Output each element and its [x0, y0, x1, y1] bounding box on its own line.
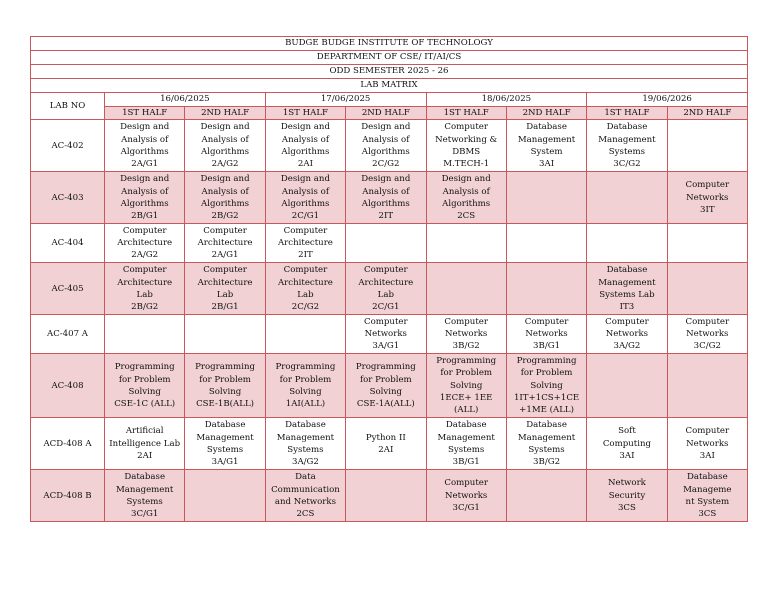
schedule-cell-line: Artificial — [125, 426, 164, 437]
schedule-cell-line: 2A/G2 — [211, 158, 239, 169]
schedule-cell — [185, 354, 265, 418]
lab-number-cell: ACD-408 A — [31, 418, 105, 470]
schedule-cell-line: 3A/G1 — [372, 341, 400, 352]
schedule-cell-line: Systems Lab — [599, 289, 655, 300]
schedule-cell-line: Design and — [200, 174, 250, 185]
schedule-cell-line: Management — [598, 277, 656, 288]
schedule-cell-line: 2B/G2 — [131, 301, 159, 312]
schedule-cell — [105, 172, 185, 224]
schedule-cell-line: Solving — [289, 386, 322, 397]
table-row — [31, 120, 748, 172]
schedule-cell-line: IT3 — [619, 301, 635, 312]
date-header: 18/06/2025 — [426, 93, 587, 107]
schedule-cell-line: Networks — [605, 329, 649, 340]
schedule-cell — [506, 418, 586, 470]
schedule-cell-line: Programming — [195, 362, 255, 373]
schedule-cell-line: Management — [598, 134, 656, 145]
schedule-cell-line: for Problem — [440, 368, 493, 379]
schedule-cell-line: CSE-1A(ALL) — [356, 398, 415, 409]
table-row — [31, 315, 748, 354]
schedule-cell — [105, 418, 185, 470]
schedule-cell — [667, 418, 747, 470]
schedule-cell-line: Architecture — [197, 277, 253, 288]
schedule-cell-line: 3B/G1 — [533, 341, 561, 352]
schedule-cell-line: 2A/G1 — [131, 158, 159, 169]
schedule-cell-line: Management — [276, 432, 335, 443]
schedule-cell-line: Lab — [216, 289, 234, 300]
table-row — [31, 418, 748, 470]
schedule-cell-line: 3A/G2 — [291, 456, 319, 467]
schedule-cell — [506, 263, 586, 315]
lab-number-cell: AC-407 A — [31, 315, 105, 354]
schedule-cell-line: Computer — [524, 316, 569, 327]
schedule-cell-line: Management — [517, 432, 576, 443]
schedule-cell-line: Analysis of — [442, 186, 490, 197]
schedule-cell-line: Algorithms — [442, 198, 491, 209]
schedule-cell — [426, 470, 506, 522]
lab-number-cell: AC-408 — [31, 354, 105, 418]
schedule-cell-line: Analysis of — [201, 134, 249, 145]
schedule-cell — [185, 224, 265, 263]
schedule-cell-line: 3AI — [619, 450, 635, 461]
schedule-cell-line: Database — [686, 472, 728, 483]
schedule-cell — [185, 172, 265, 224]
schedule-cell — [346, 315, 426, 354]
schedule-cell-line: 3CS — [698, 508, 717, 519]
schedule-cell-line: Computer — [685, 426, 730, 437]
schedule-cell — [185, 315, 265, 354]
schedule-cell-line: Database — [526, 122, 567, 133]
schedule-cell-line: Systems — [126, 496, 163, 507]
schedule-cell-line: 3C/G2 — [693, 341, 721, 352]
schedule-cell — [346, 224, 426, 263]
table-row — [31, 172, 748, 224]
schedule-cell-line: Lab — [136, 289, 153, 300]
schedule-cell — [265, 354, 345, 418]
schedule-cell-line: Algorithms — [281, 146, 330, 157]
half-header: 2ND HALF — [346, 107, 426, 120]
schedule-cell-line: Computer — [364, 265, 408, 276]
schedule-cell — [265, 172, 345, 224]
schedule-cell-line: Computer — [122, 225, 167, 236]
schedule-cell — [346, 172, 426, 224]
schedule-cell-line: Solving — [208, 386, 242, 397]
schedule-cell-line: Architecture — [277, 238, 333, 249]
schedule-cell-line: DBMS — [452, 146, 481, 157]
schedule-cell-line: Solving — [369, 386, 403, 397]
schedule-cell — [105, 470, 185, 522]
schedule-cell-line: Systems — [448, 444, 485, 455]
half-header: 2ND HALF — [667, 107, 747, 120]
schedule-cell-line: 3C/G2 — [613, 158, 641, 169]
schedule-cell — [105, 224, 185, 263]
schedule-cell-line: 3AI — [699, 450, 715, 461]
schedule-cell — [426, 224, 506, 263]
schedule-cell-line: Computer — [444, 478, 488, 489]
matrix-body — [31, 120, 748, 522]
half-header: 1ST HALF — [426, 107, 506, 120]
schedule-cell-line: Computer — [444, 122, 488, 133]
schedule-cell-line: 3C/G1 — [452, 502, 480, 513]
schedule-cell-line: Algorithms — [201, 146, 250, 157]
schedule-cell-line: Algorithms — [120, 146, 169, 157]
half-header: 1ST HALF — [105, 107, 185, 120]
schedule-cell-line: for Problem — [520, 368, 573, 379]
schedule-cell — [667, 224, 747, 263]
schedule-cell — [265, 263, 345, 315]
table-row — [31, 263, 748, 315]
schedule-cell-line: 3B/G2 — [452, 341, 480, 352]
half-header: 2ND HALF — [185, 107, 265, 120]
schedule-cell-line: Design and — [120, 174, 170, 185]
schedule-cell — [667, 263, 747, 315]
schedule-cell — [587, 263, 667, 315]
schedule-cell — [587, 354, 667, 418]
schedule-cell-line: Networks — [686, 438, 729, 449]
schedule-cell-line: 1IT+1CS+1CE — [513, 392, 580, 403]
schedule-cell-line: Computer — [444, 316, 488, 327]
lab-number-cell: ACD-408 B — [31, 470, 105, 522]
schedule-cell-line: 2A/G1 — [211, 250, 239, 261]
schedule-cell-line: 3CS — [617, 502, 636, 513]
schedule-cell-line: Analysis of — [121, 134, 169, 145]
schedule-cell-line: Computer — [122, 265, 167, 276]
schedule-cell-line: Programming — [355, 362, 416, 373]
document-title: LAB MATRIX — [31, 79, 748, 93]
schedule-cell-line: 2IT — [298, 250, 313, 261]
schedule-cell-line: 2B/G2 — [211, 210, 239, 221]
schedule-cell-line: Computer — [364, 316, 408, 327]
schedule-cell-line: 2C/G1 — [291, 210, 320, 221]
schedule-cell-line: 2C/G2 — [291, 301, 320, 312]
date-header: 19/06/2026 — [587, 93, 748, 107]
schedule-cell — [265, 224, 345, 263]
schedule-cell — [185, 120, 265, 172]
schedule-cell-line: 2AI — [137, 450, 153, 461]
schedule-cell — [346, 354, 426, 418]
schedule-cell — [426, 418, 506, 470]
schedule-cell — [667, 315, 747, 354]
schedule-cell-line: 3AI — [539, 158, 555, 169]
schedule-cell — [587, 224, 667, 263]
schedule-cell-line: Architecture — [358, 277, 414, 288]
schedule-cell-line: Computer — [203, 225, 247, 236]
schedule-cell-line: System — [530, 146, 563, 157]
schedule-cell-line: for Problem — [279, 374, 332, 385]
schedule-cell-line: Management — [517, 134, 576, 145]
schedule-cell-line: 1ECE+ 1EE — [439, 392, 493, 403]
schedule-cell — [506, 224, 586, 263]
schedule-cell — [426, 172, 506, 224]
schedule-cell-line: for Problem — [359, 374, 412, 385]
schedule-cell-line: 1AI(ALL) — [285, 398, 326, 409]
schedule-cell — [587, 470, 667, 522]
table-row — [31, 224, 748, 263]
date-header: 16/06/2025 — [105, 93, 266, 107]
schedule-cell-line: Python II — [365, 432, 406, 443]
department-name: DEPARTMENT OF CSE/ IT/AI/CS — [31, 51, 748, 65]
schedule-cell-line: Solving — [530, 380, 563, 391]
schedule-cell-line: for Problem — [199, 374, 251, 385]
lab-number-cell: AC-403 — [31, 172, 105, 224]
lab-number-cell: AC-405 — [31, 263, 105, 315]
schedule-cell-line: Systems — [528, 444, 565, 455]
schedule-cell-line: Algorithms — [281, 198, 330, 209]
schedule-cell — [426, 120, 506, 172]
schedule-cell-line: 2CS — [457, 210, 476, 221]
schedule-cell-line: Programming — [516, 356, 577, 367]
schedule-cell-line: Database — [124, 472, 166, 483]
lab-number-cell: AC-402 — [31, 120, 105, 172]
schedule-cell — [105, 263, 185, 315]
half-header: 2ND HALF — [506, 107, 586, 120]
schedule-cell-line: CSE-1C (ALL) — [114, 398, 176, 409]
schedule-cell-line: Data — [295, 472, 316, 483]
schedule-cell-line: Intelligence Lab — [109, 438, 181, 449]
schedule-cell-line: Database — [445, 420, 487, 431]
schedule-cell-line: Networks — [525, 329, 568, 340]
schedule-cell-line: Networks — [364, 329, 407, 340]
schedule-cell-line: 3B/G1 — [452, 456, 480, 467]
schedule-cell-line: Design and — [441, 174, 491, 185]
schedule-cell-line: 2AI — [297, 158, 313, 169]
schedule-cell-line: 3A/G1 — [211, 456, 239, 467]
schedule-cell-line: Computer — [283, 265, 328, 276]
schedule-cell-line: 2C/G2 — [372, 158, 400, 169]
schedule-cell-line: Database — [526, 420, 567, 431]
half-header: 1ST HALF — [587, 107, 667, 120]
schedule-cell-line: Networks — [445, 490, 488, 501]
schedule-cell-line: Architecture — [117, 238, 173, 249]
schedule-cell-line: Manageme — [683, 484, 732, 495]
schedule-cell-line: Computer — [685, 180, 730, 191]
half-header: 1ST HALF — [265, 107, 345, 120]
schedule-cell-line: Networks — [445, 329, 488, 340]
schedule-cell — [667, 470, 747, 522]
schedule-cell-line: 2IT — [378, 210, 394, 221]
schedule-cell-line: Lab — [297, 289, 314, 300]
lab-no-header: LAB NO — [31, 93, 105, 120]
schedule-cell-line: Database — [204, 420, 246, 431]
semester-label: ODD SEMESTER 2025 - 26 — [31, 65, 748, 79]
schedule-cell-line: Architecture — [197, 238, 253, 249]
schedule-cell-line: Computer — [283, 225, 328, 236]
schedule-cell-line: Networks — [686, 192, 729, 203]
schedule-cell-line: Design and — [280, 122, 330, 133]
schedule-cell — [346, 120, 426, 172]
schedule-cell-line: Analysis of — [281, 134, 329, 145]
schedule-cell-line: Database — [285, 420, 326, 431]
schedule-cell-line: 3C/G1 — [131, 508, 159, 519]
schedule-cell-line: Design and — [361, 174, 411, 185]
schedule-cell-line: Security — [608, 490, 646, 501]
schedule-cell-line: Programming — [436, 356, 497, 367]
schedule-cell-line: Computer — [685, 316, 730, 327]
schedule-cell — [346, 470, 426, 522]
schedule-cell — [587, 315, 667, 354]
schedule-cell — [346, 263, 426, 315]
schedule-cell-line: 3IT — [700, 204, 715, 215]
schedule-cell — [265, 120, 345, 172]
schedule-cell-line: Communication — [271, 484, 340, 495]
schedule-cell-line: Analysis of — [362, 186, 410, 197]
schedule-cell — [426, 354, 506, 418]
schedule-cell — [667, 120, 747, 172]
schedule-cell-line: M.TECH-1 — [443, 158, 490, 169]
schedule-cell-line: Algorithms — [201, 198, 250, 209]
schedule-cell-line: Network — [607, 478, 646, 489]
schedule-cell — [667, 354, 747, 418]
schedule-cell-line: Algorithms — [361, 146, 410, 157]
schedule-cell-line: nt System — [685, 496, 730, 507]
schedule-cell-line: Architecture — [277, 277, 333, 288]
schedule-cell-line: Programming — [114, 362, 175, 373]
schedule-cell — [346, 418, 426, 470]
schedule-cell-line: Architecture — [117, 277, 173, 288]
schedule-cell-line: Design and — [200, 122, 250, 133]
schedule-cell-line: Computer — [605, 316, 649, 327]
schedule-cell-line: Database — [606, 122, 648, 133]
schedule-cell-line: 2B/G1 — [131, 210, 159, 221]
schedule-cell-line: Design and — [361, 122, 411, 133]
schedule-cell-line: Management — [115, 484, 174, 495]
schedule-cell — [265, 315, 345, 354]
schedule-cell-line: Systems — [608, 146, 646, 157]
schedule-cell-line: Analysis of — [201, 186, 249, 197]
schedule-cell-line: Systems — [206, 444, 244, 455]
schedule-cell-line: for Problem — [118, 374, 171, 385]
lab-matrix-table — [30, 36, 748, 522]
schedule-cell-line: Analysis of — [362, 134, 410, 145]
schedule-cell — [587, 172, 667, 224]
schedule-cell-line: Design and — [120, 122, 170, 133]
schedule-cell-line: Management — [196, 432, 254, 443]
schedule-cell-line: 2B/G1 — [211, 301, 239, 312]
schedule-cell — [265, 418, 345, 470]
schedule-cell-line: +1ME (ALL) — [519, 405, 574, 415]
schedule-cell — [185, 470, 265, 522]
schedule-cell-line: Systems — [287, 444, 324, 455]
schedule-cell — [506, 120, 586, 172]
schedule-cell-line: 2C/G1 — [372, 301, 400, 312]
schedule-cell — [506, 172, 586, 224]
schedule-cell-line: Management — [437, 432, 495, 443]
schedule-cell-line: Analysis of — [121, 186, 169, 197]
schedule-cell-line: Solving — [449, 380, 483, 391]
schedule-cell — [506, 354, 586, 418]
schedule-cell-line: Design and — [280, 174, 330, 185]
schedule-cell-line: Lab — [377, 289, 394, 300]
schedule-cell — [587, 120, 667, 172]
schedule-cell-line: 2CS — [296, 508, 315, 519]
schedule-cell — [265, 470, 345, 522]
schedule-cell-line: 2A/G2 — [131, 250, 159, 261]
schedule-cell-line: and Networks — [274, 496, 337, 507]
schedule-cell-line: 2AI — [378, 444, 394, 455]
schedule-cell-line: Computer — [203, 265, 247, 276]
schedule-cell-line: 3B/G2 — [533, 456, 561, 467]
schedule-cell-line: Computing — [602, 438, 652, 449]
schedule-cell-line: Programming — [275, 362, 336, 373]
schedule-cell-line: Networks — [686, 329, 729, 340]
schedule-cell-line: Database — [606, 265, 648, 276]
schedule-cell — [667, 172, 747, 224]
table-row — [31, 354, 748, 418]
schedule-cell — [506, 315, 586, 354]
schedule-cell — [105, 120, 185, 172]
lab-number-cell: AC-404 — [31, 224, 105, 263]
schedule-cell — [185, 418, 265, 470]
schedule-cell-line: CSE-1B(ALL) — [196, 398, 255, 409]
schedule-cell — [105, 315, 185, 354]
schedule-cell-line: Algorithms — [361, 198, 410, 209]
date-header: 17/06/2025 — [265, 93, 426, 107]
schedule-cell — [506, 470, 586, 522]
schedule-cell-line: Networking & — [435, 134, 498, 145]
table-row — [31, 470, 748, 522]
schedule-cell-line: Algorithms — [120, 198, 169, 209]
schedule-cell-line: Solving — [128, 386, 161, 397]
institute-name: BUDGE BUDGE INSTITUTE OF TECHNOLOGY — [31, 37, 748, 51]
schedule-cell — [587, 418, 667, 470]
schedule-cell-line: (ALL) — [454, 405, 479, 415]
schedule-cell — [105, 354, 185, 418]
schedule-cell-line: 3A/G2 — [613, 341, 641, 352]
schedule-cell-line: Soft — [618, 426, 636, 437]
schedule-cell-line: Analysis of — [281, 186, 329, 197]
schedule-cell — [185, 263, 265, 315]
schedule-cell — [426, 263, 506, 315]
schedule-cell — [426, 315, 506, 354]
